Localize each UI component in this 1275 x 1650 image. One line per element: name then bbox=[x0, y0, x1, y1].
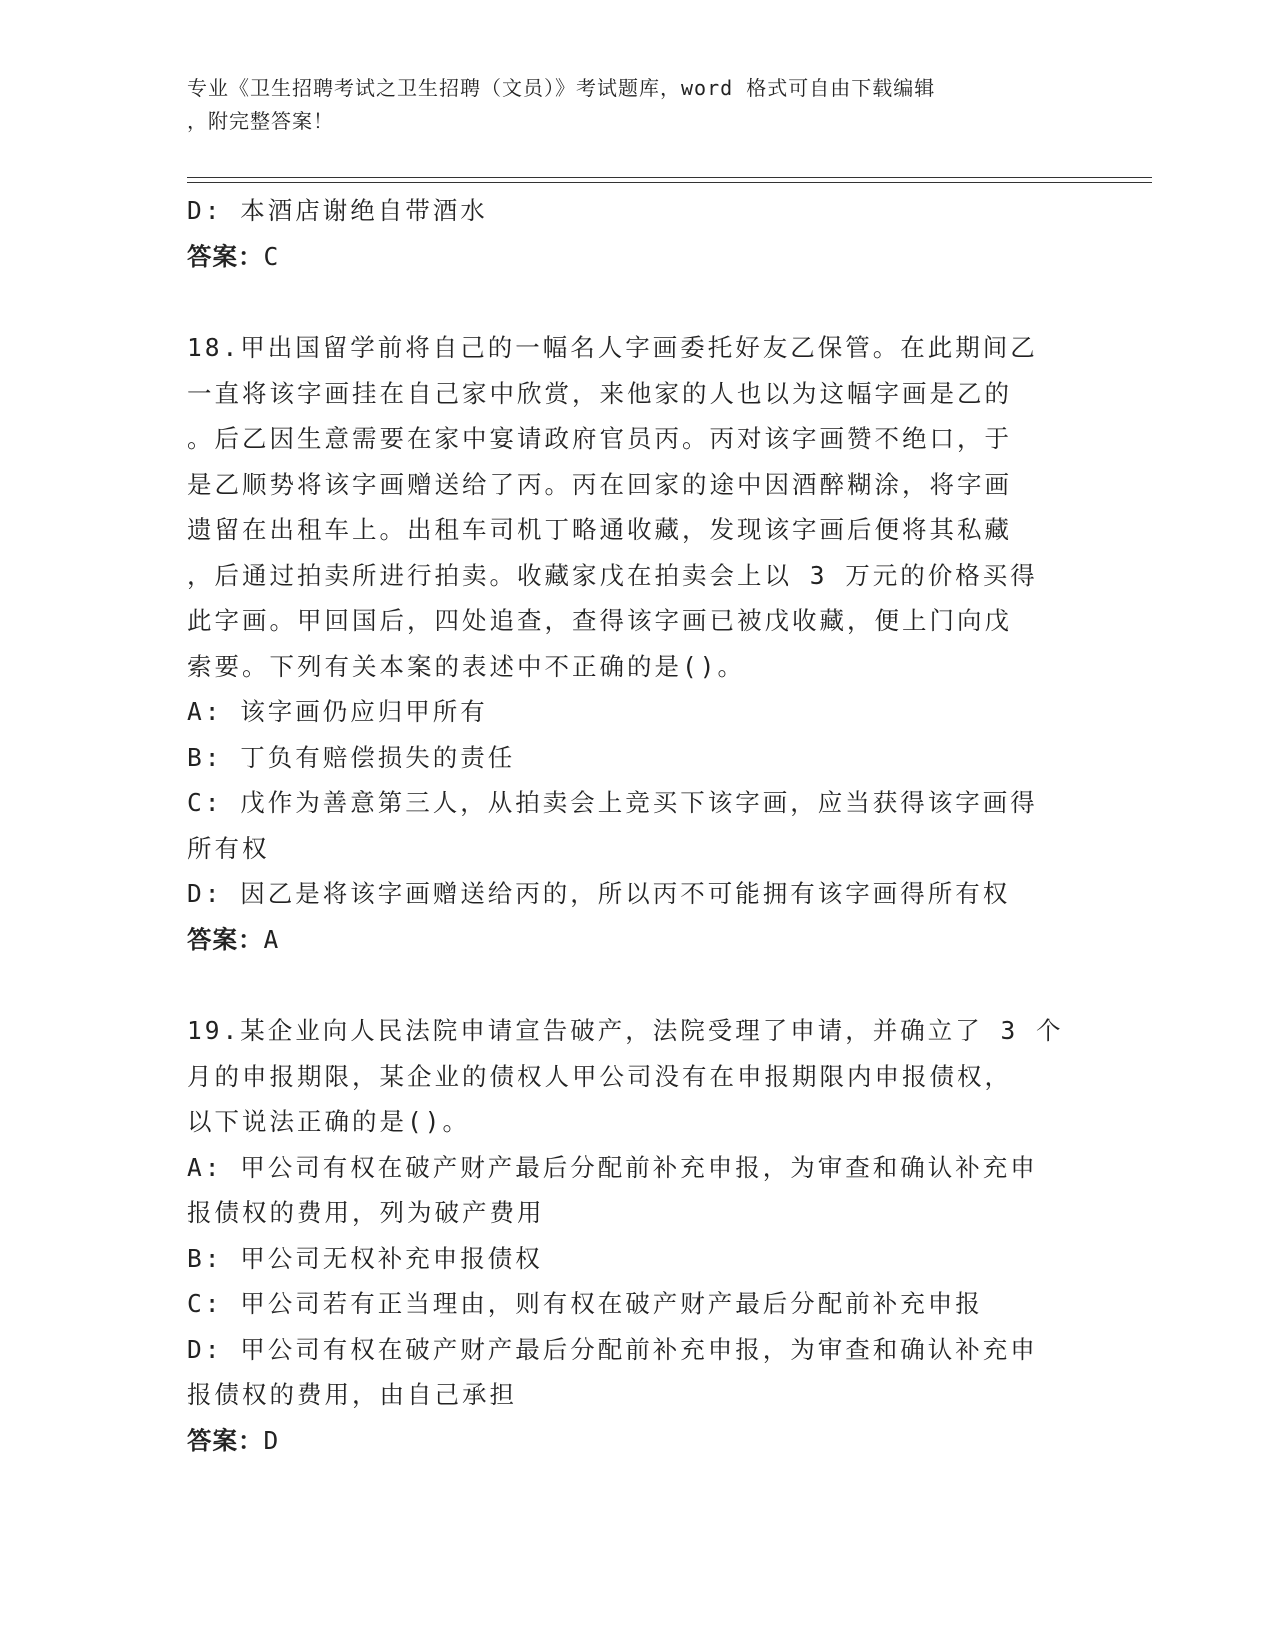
page-header bbox=[187, 72, 1067, 138]
question-18 bbox=[187, 325, 1077, 962]
header-divider-bottom bbox=[187, 182, 1152, 183]
q18-stem-line: 是乙顺势将该字画赠送给了丙。丙在回家的途中因酒醉糊涂，将字画 bbox=[187, 469, 1012, 499]
q18-stem-line: 遗留在出租车上。出租车司机丁略通收藏，发现该字画后便将其私藏 bbox=[187, 515, 1012, 544]
q19-option-d: D: 甲公司有权在破产财产最后分配前补充申报，为审查和确认补充申 bbox=[187, 1334, 1038, 1364]
q19-stem-line: 19.某企业向人民法院申请宣告破产，法院受理了申请，并确立了 3 个 bbox=[187, 1016, 1064, 1045]
answer-label: 答案： bbox=[187, 1425, 264, 1455]
header-line-1: 专业《卫生招聘考试之卫生招聘（文员）》考试题库，word 格式可自由下载编辑 bbox=[187, 76, 936, 100]
header-line-2: ，附完整答案！ bbox=[187, 109, 334, 133]
q19-option-c: C: 甲公司若有正当理由，则有权在破产财产最后分配前补充申报 bbox=[187, 1289, 983, 1318]
question-19 bbox=[187, 1008, 1077, 1463]
q19-answer bbox=[187, 1418, 1077, 1464]
answer-label: 答案： bbox=[187, 241, 264, 271]
q18-option-a: A: 该字画仍应归甲所有 bbox=[187, 697, 488, 726]
answer-value: D bbox=[263, 1425, 280, 1455]
prev-answer bbox=[187, 234, 1077, 280]
q19-option-a-cont: 报债权的费用，列为破产费用 bbox=[187, 1198, 545, 1227]
header-divider-top bbox=[187, 177, 1152, 178]
question-content bbox=[187, 188, 1077, 1463]
q18-option-c-cont: 所有权 bbox=[187, 833, 270, 863]
q18-stem-line: 18.甲出国留学前将自己的一幅名人字画委托好友乙保管。在此期间乙 bbox=[187, 333, 1038, 362]
spacer bbox=[187, 962, 1077, 1008]
q19-option-d-cont: 报债权的费用，由自己承担 bbox=[187, 1380, 517, 1409]
answer-value: A bbox=[263, 924, 280, 954]
q19-option-a: A: 甲公司有权在破产财产最后分配前补充申报，为审查和确认补充申 bbox=[187, 1152, 1038, 1182]
q18-option-b: B: 丁负有赔偿损失的责任 bbox=[187, 742, 516, 772]
prev-option-d: D: 本酒店谢绝自带酒水 bbox=[187, 196, 488, 225]
q18-stem-line: 此字画。甲回国后，四处追查，查得该字画已被戊收藏，便上门向戊 bbox=[187, 606, 1012, 635]
answer-label: 答案： bbox=[187, 924, 264, 954]
q18-stem-line: 索要。下列有关本案的表述中不正确的是()。 bbox=[187, 651, 745, 681]
q18-stem-line: 一直将该字画挂在自己家中欣赏，来他家的人也以为这幅字画是乙的 bbox=[187, 378, 1012, 408]
q18-option-c: C: 戊作为善意第三人，从拍卖会上竞买下该字画，应当获得该字画得 bbox=[187, 788, 1038, 817]
spacer bbox=[187, 279, 1077, 325]
answer-value: C bbox=[263, 241, 280, 271]
q19-stem-line: 以下说法正确的是()。 bbox=[187, 1107, 470, 1136]
q18-stem-line: ，后通过拍卖所进行拍卖。收藏家戊在拍卖会上以 3 万元的价格买得 bbox=[187, 560, 1038, 590]
q19-option-b: B: 甲公司无权补充申报债权 bbox=[187, 1243, 543, 1273]
q18-answer bbox=[187, 917, 1077, 963]
q18-stem-line: 。后乙因生意需要在家中宴请政府官员丙。丙对该字画赞不绝口，于 bbox=[187, 424, 1012, 453]
q18-option-d: D: 因乙是将该字画赠送给丙的，所以丙不可能拥有该字画得所有权 bbox=[187, 879, 1011, 908]
q19-stem-line: 月的申报期限，某企业的债权人甲公司没有在申报期限内申报债权， bbox=[187, 1061, 1012, 1091]
